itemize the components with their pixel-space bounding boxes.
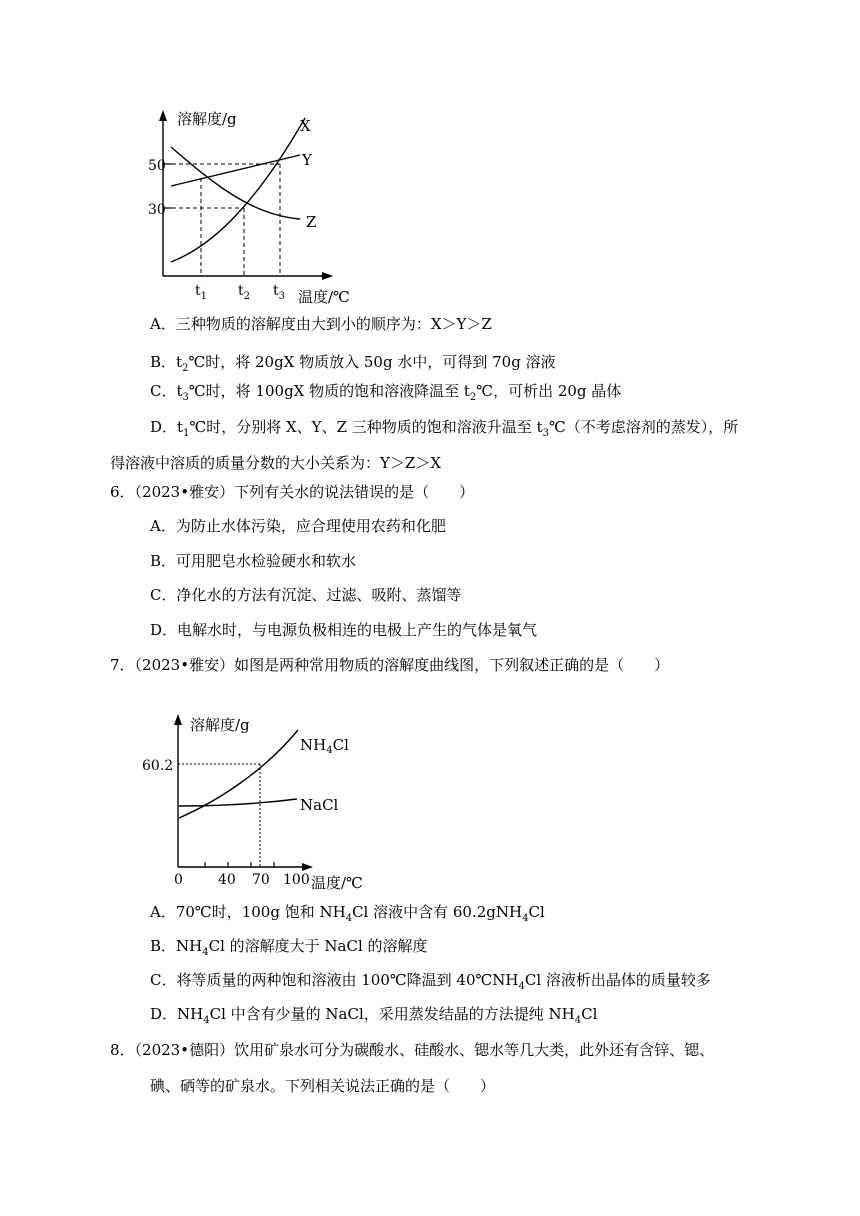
q5-option-a: A．三种物质的溶解度由大到小的顺序为：X＞Y＞Z: [150, 315, 492, 333]
q7-option-d: D．$NH_4Cl$ 中含有少量的 NaCl，采用蒸发结晶的方法提纯 $NH_4Cl$: [150, 1005, 598, 1026]
q7-option-b: B．$NH_4Cl$ 的溶解度大于 NaCl 的溶解度: [150, 937, 428, 958]
chart1-tick-t3: $t_3$: [273, 283, 286, 302]
chart2-tick-40: 40: [218, 872, 236, 888]
q7-stem: 7．（2023•雅安）如图是两种常用物质的溶解度曲线图，下列叙述正确的是（ ）: [110, 656, 670, 674]
chart2-guides: [178, 764, 260, 867]
q7-option-a: A．70℃时，100g 饱和 $NH_4Cl$ 溶液中含有 60.2gNH$_4$Cl: [150, 903, 545, 924]
chart1-series-y-label: Y: [302, 151, 312, 169]
chart2-x-ticks: [205, 862, 274, 867]
chart2-x-label: 温度/℃: [311, 874, 363, 892]
chart2-tick-60-2: 60.2: [142, 758, 174, 774]
q6-stem: 6．（2023•雅安）下列有关水的说法错误的是（ ）: [110, 483, 475, 501]
q6-option-b: B．可用肥皂水检验硬水和软水: [150, 552, 357, 570]
chart2-series-nh4cl-label: $NH_4Cl$: [300, 736, 349, 756]
q8-stem-line2: 碘、硒等的矿泉水。下列相关说法正确的是（ ）: [150, 1077, 496, 1095]
q6-option-d: D．电解水时，与电源负极相连的电极上产生的气体是氧气: [150, 621, 538, 639]
chart2-series-nacl-label: NaCl: [300, 796, 339, 814]
q8-stem-line1: 8．（2023•德阳）饮用矿泉水可分为碳酸水、硅酸水、锶水等几大类，此外还有含锌、锶、: [110, 1041, 715, 1059]
curve-nacl: [179, 799, 297, 806]
chart1-series-z-label: Z: [306, 213, 317, 231]
chart2-tick-100: 100: [283, 872, 310, 888]
q7-option-c: C．将等质量的两种饱和溶液由 100℃降温到 $40℃NH_4Cl$ 溶液析出晶体的质量较多: [150, 971, 711, 992]
q5-option-c: C．$t_3℃$时，将 100gX 物质的饱和溶液降温至 $t_2℃$，可析出 20g 晶体: [150, 382, 622, 403]
chart1-x-label: 温度/℃: [298, 288, 350, 306]
chart1-series-x-label: X: [300, 117, 311, 135]
chart2-tick-0: 0: [174, 872, 183, 888]
q5-option-d-line2: 得溶液中溶质的质量分数的大小关系为：Y＞Z＞X: [110, 454, 442, 472]
chart1-tick-t2: $t_2$: [238, 283, 251, 302]
chart1-tick-t1: $t_1$: [195, 283, 208, 302]
chart2-y-label: 溶解度/g: [190, 716, 250, 734]
q6-option-a: A．为防止水体污染，应合理使用农药和化肥: [150, 517, 446, 535]
chart1-tick-50: 50: [148, 158, 166, 174]
chart1-y-label: 溶解度/g: [177, 110, 237, 128]
chart1-tick-30: 30: [148, 202, 166, 218]
q5-option-b: B．$t_2℃$时，将 20gX 物质放入 50g 水中，可得到 70g 溶液: [150, 353, 556, 374]
q6-option-c: C．净化水的方法有沉淀、过滤、吸附、蒸馏等: [150, 586, 462, 604]
chart2-tick-70: 70: [252, 872, 270, 888]
q5-option-d-line1: D．$t_1℃$时，分别将 X、Y、Z 三种物质的饱和溶液升温至 $t_3℃$（不考虑溶剂的蒸发），所: [150, 418, 739, 439]
